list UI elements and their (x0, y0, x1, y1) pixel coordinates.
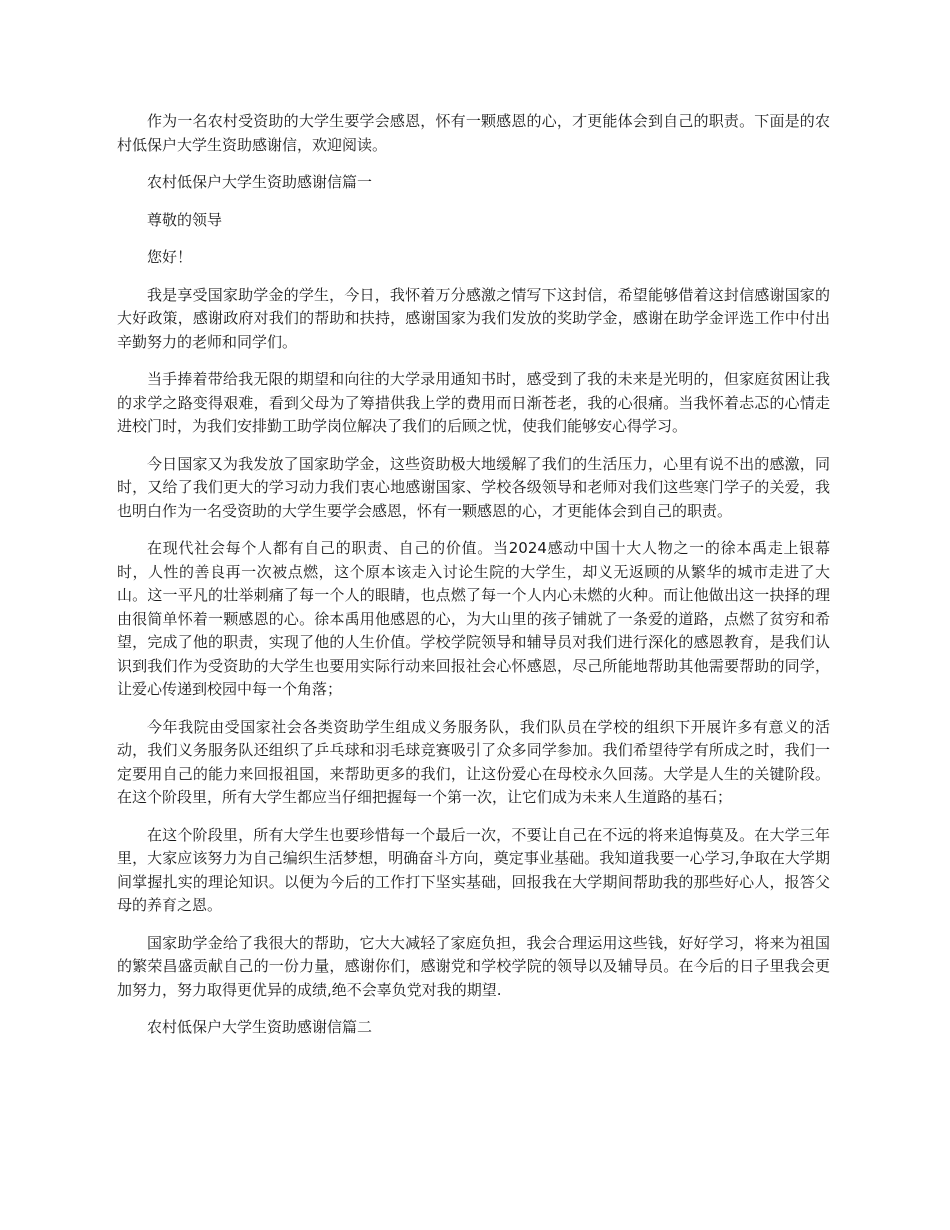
body-paragraph: 当手捧着带给我无限的期望和向往的大学录用通知书时，感受到了我的未来是光明的，但家庭贫困让我的求学之路变得艰难，看到父母为了筹措供我上学的费用而日渐苍老，我的心很痛。当我怀着忐忑的心情走进校门时，为我们安排勤工助学岗位解决了我们的后顾之忧，使我们能够安心得学习。 (117, 370, 830, 435)
intro-paragraph: 作为一名农村受资助的大学生要学会感恩，怀有一颗感恩的心，才更能体会到自己的职责。下面是的农村低保户大学生资助感谢信，欢迎阅读。 (117, 112, 830, 154)
body-paragraph: 我是享受国家助学金的学生，今日，我怀着万分感激之情写下这封信，希望能够借着这封信感谢国家的大好政策，感谢政府对我们的帮助和扶持，感谢国家为我们发放的奖助学金，感谢在助学金评选工作中付出辛勤努力的老师和同学们。 (117, 285, 830, 351)
document-body (117, 110, 830, 1054)
letter-title-1: 农村低保户大学生资助感谢信篇一 (147, 173, 373, 191)
body-paragraph: 国家助学金给了我很大的帮助，它大大减轻了家庭负担，我会合理运用这些钱，好好学习，将来为祖国的繁荣昌盛贡献自己的一份力量，感谢你们，感谢党和学校学院的领导以及辅导员。在今后的日子里我会更加努力，努力取得更优异的成绩,绝不会辜负党对我的期望. (117, 933, 830, 999)
body-paragraph: 在这个阶段里，所有大学生也要珍惜每一个最后一次，不要让自己在不远的将来追悔莫及。在大学三年里，大家应该努力为自己编织生活梦想，明确奋斗方向，奠定事业基础。我知道我要一心学习,争取在大学期间掌握扎实的理论知识。以便为今后的工作打下坚实基础，回报我在大学期间帮助我的那些好心人，报答父母的养育之恩。 (117, 825, 830, 914)
body-paragraph: 在现代社会每个人都有自己的职责、自己的价值。当2024感动中国十大人物之一的徐本禹走上银幕时，人性的善良再一次被点燃，这个原本该走入讨论生院的大学生，却义无返顾的从繁华的城市走进了大山。这一平凡的壮举刺痛了每一个人的眼睛，也点燃了每一个人内心未燃的火种。而让他做出这一抉择的理由很简单怀着一颗感恩的心。徐本禹用他感恩的心，为大山里的孩子铺就了一条爱的道路，点燃了贫穷和希望，完成了他的职责，实现了他的人生价值。学校学院领导和辅导员对我们进行深化的感恩教育，是我们认识到我们作为受资助的大学生也要用实际行动来回报社会心怀感恩，尽己所能地帮助其他需要帮助的同学，让爱心传递到校园中每一个角落； (117, 539, 830, 698)
letter-title-2: 农村低保户大学生资助感谢信篇二 (147, 1018, 373, 1036)
recipient-line: 尊敬的领导 (147, 210, 223, 229)
body-paragraph: 今日国家又为我发放了国家助学金，这些资助极大地缓解了我们的生活压力，心里有说不出的感激，同时，又给了我们更大的学习动力我们衷心地感谢国家、学校各级领导和老师对我们这些寒门学子的关爱，我也明白作为一名受资助的大学生要学会感恩，怀有一颗感恩的心，才更能体会到自己的职责。 (117, 454, 830, 520)
greeting-line: 您好！ (147, 248, 193, 266)
body-paragraph: 今年我院由受国家社会各类资助学生组成义务服务队，我们队员在学校的组织下开展许多有意义的活动，我们义务服务队还组织了乒乓球和羽毛球竞赛吸引了众多同学参加。我们希望待学有所成之时，我们一定要用自己的能力来回报祖国，来帮助更多的我们，让这份爱心在母校永久回荡。大学是人生的关键阶段。在这个阶段里，所有大学生都应当仔细把握每一个第一次，让它们成为未来人生道路的基石； (117, 717, 830, 806)
